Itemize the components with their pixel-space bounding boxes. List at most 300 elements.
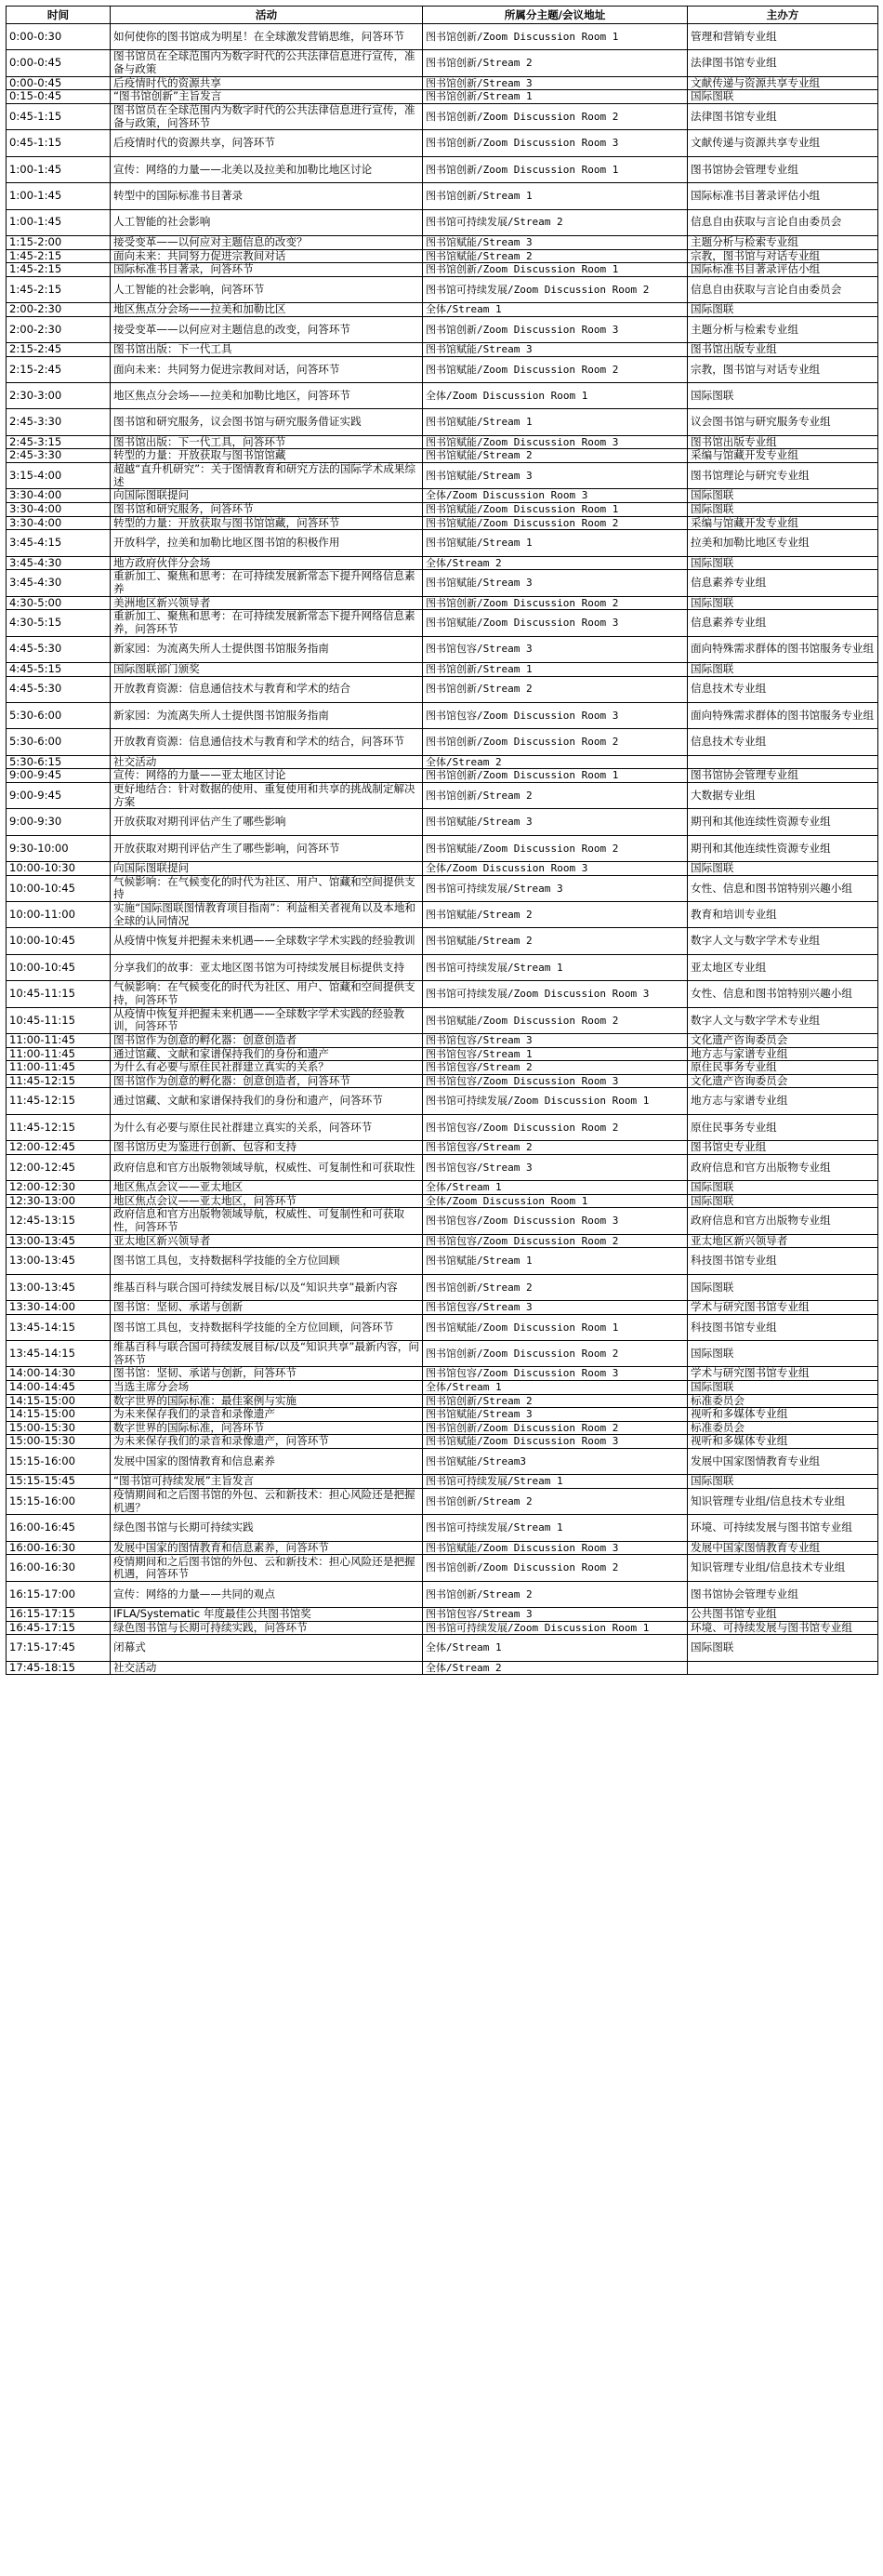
- table-row: [7, 1635, 878, 1661]
- time-cell: 11:00-11:45: [7, 1034, 111, 1048]
- organizer-cell: 主题分析与检索专业组: [688, 235, 878, 249]
- activity-cell: 气候影响：在气候变化的时代为社区、用户、馆藏和空间提供支持，问答环节: [111, 981, 423, 1007]
- activity-cell: 图书馆和研究服务，议会图书馆与研究服务借证实践: [111, 409, 423, 435]
- time-cell: 3:45-4:15: [7, 530, 111, 556]
- table-row: [7, 449, 878, 463]
- activity-cell: 闭幕式: [111, 1635, 423, 1661]
- activity-cell: 图书馆员在全球范围内为数字时代的公共法律信息进行宣传，准备与政策: [111, 50, 423, 76]
- organizer-cell: 管理和营销专业组: [688, 24, 878, 50]
- organizer-cell: 数字人文与数字学术专业组: [688, 1007, 878, 1033]
- table-row: [7, 570, 878, 596]
- organizer-cell: 国际图联: [688, 596, 878, 610]
- theme-venue-cell: 全体/Zoom Discussion Room 3: [423, 862, 688, 876]
- organizer-cell: 国际图联: [688, 503, 878, 517]
- table-row: [7, 1154, 878, 1180]
- time-cell: 14:15-15:00: [7, 1394, 111, 1408]
- theme-venue-cell: 图书馆可持续发展/Stream 3: [423, 875, 688, 901]
- table-row: [7, 489, 878, 503]
- theme-venue-cell: 图书馆可持续发展/Zoom Discussion Room 2: [423, 276, 688, 302]
- theme-venue-cell: 图书馆可持续发展/Stream 1: [423, 954, 688, 980]
- activity-cell: 美洲地区新兴领导者: [111, 596, 423, 610]
- activity-cell: 图书馆工具包，支持数据科学技能的全方位回顾: [111, 1248, 423, 1274]
- table-row: [7, 263, 878, 277]
- time-cell: 16:00-16:30: [7, 1541, 111, 1555]
- table-row: [7, 1581, 878, 1607]
- table-row: [7, 1274, 878, 1300]
- activity-cell: “图书馆创新”主旨发言: [111, 90, 423, 104]
- time-cell: 4:30-5:00: [7, 596, 111, 610]
- activity-cell: 转型的力量：开放获取与图书馆馆藏: [111, 449, 423, 463]
- time-cell: 16:15-17:15: [7, 1608, 111, 1622]
- theme-venue-cell: 全体/Zoom Discussion Room 1: [423, 1194, 688, 1208]
- table-row: [7, 383, 878, 409]
- time-cell: 13:00-13:45: [7, 1234, 111, 1248]
- organizer-cell: 图书馆史专业组: [688, 1141, 878, 1155]
- time-cell: 3:30-4:00: [7, 516, 111, 530]
- activity-cell: 政府信息和官方出版物领域导航，权威性、可复制性和可获取性: [111, 1154, 423, 1180]
- activity-cell: 接受变革——以何应对主题信息的改变？: [111, 235, 423, 249]
- organizer-cell: 主题分析与检索专业组: [688, 316, 878, 342]
- theme-venue-cell: 图书馆创新/Zoom Discussion Room 3: [423, 316, 688, 342]
- theme-venue-cell: 图书馆创新/Zoom Discussion Room 3: [423, 130, 688, 156]
- theme-venue-cell: 图书馆赋能/Zoom Discussion Room 2: [423, 516, 688, 530]
- time-cell: 9:00-9:45: [7, 782, 111, 808]
- header-activity: 活动: [111, 7, 423, 24]
- organizer-cell: 教育和培训专业组: [688, 902, 878, 928]
- organizer-cell: 政府信息和官方出版物专业组: [688, 1154, 878, 1180]
- theme-venue-cell: 图书馆赋能/Stream 3: [423, 809, 688, 835]
- table-row: [7, 1555, 878, 1581]
- theme-venue-cell: 图书馆赋能/Zoom Discussion Room 3: [423, 610, 688, 636]
- activity-cell: 维基百科与联合国可持续发展目标/以及“知识共享”最新内容，问答环节: [111, 1341, 423, 1367]
- theme-venue-cell: 全体/Zoom Discussion Room 3: [423, 489, 688, 503]
- activity-cell: 图书馆：坚韧、承诺与创新: [111, 1301, 423, 1315]
- header-time: 时间: [7, 7, 111, 24]
- time-cell: 2:30-3:00: [7, 383, 111, 409]
- organizer-cell: 地方志与家谱专业组: [688, 1047, 878, 1061]
- time-cell: 4:45-5:15: [7, 662, 111, 676]
- activity-cell: 转型中的国际标准书目著录: [111, 183, 423, 209]
- theme-venue-cell: 图书馆创新/Stream 2: [423, 1489, 688, 1515]
- time-cell: 0:45-1:15: [7, 103, 111, 129]
- activity-cell: 宣传：网络的力量——亚太地区讨论: [111, 769, 423, 783]
- theme-venue-cell: 图书馆创新/Zoom Discussion Room 2: [423, 1555, 688, 1581]
- organizer-cell: 学术与研究图书馆专业组: [688, 1301, 878, 1315]
- organizer-cell: 议会图书馆与研究服务专业组: [688, 409, 878, 435]
- time-cell: 15:00-15:30: [7, 1435, 111, 1449]
- time-cell: 11:45-12:15: [7, 1114, 111, 1140]
- organizer-cell: 知识管理专业组/信息技术专业组: [688, 1555, 878, 1581]
- theme-venue-cell: 全体/Stream 1: [423, 303, 688, 317]
- activity-cell: 后疫情时代的资源共享: [111, 76, 423, 90]
- table-row: [7, 316, 878, 342]
- time-cell: 12:45-13:15: [7, 1208, 111, 1234]
- organizer-cell: 信息素养专业组: [688, 570, 878, 596]
- theme-venue-cell: 图书馆赋能/Stream 1: [423, 1248, 688, 1274]
- time-cell: 16:15-17:00: [7, 1581, 111, 1607]
- organizer-cell: 政府信息和官方出版物专业组: [688, 1208, 878, 1234]
- time-cell: 13:00-13:45: [7, 1248, 111, 1274]
- organizer-cell: 国际图联: [688, 862, 878, 876]
- table-row: [7, 862, 878, 876]
- activity-cell: 接受变革——以何应对主题信息的改变，问答环节: [111, 316, 423, 342]
- organizer-cell: 期刊和其他连续性资源专业组: [688, 809, 878, 835]
- activity-cell: 数字世界的国际标准：最佳案例与实施: [111, 1394, 423, 1408]
- theme-venue-cell: 全体/Stream 2: [423, 755, 688, 769]
- activity-cell: 更好地结合：针对数据的使用、重复使用和共享的挑战制定解决方案: [111, 782, 423, 808]
- table-row: [7, 1314, 878, 1340]
- time-cell: 12:00-12:30: [7, 1181, 111, 1195]
- activity-cell: 开放获取对期刊评估产生了哪些影响，问答环节: [111, 835, 423, 861]
- organizer-cell: 学术与研究图书馆专业组: [688, 1367, 878, 1381]
- table-row: [7, 249, 878, 263]
- organizer-cell: 宗教，图书馆与对话专业组: [688, 356, 878, 382]
- organizer-cell: 发展中国家图情教育专业组: [688, 1541, 878, 1555]
- activity-cell: 转型的力量：开放获取与图书馆馆藏，问答环节: [111, 516, 423, 530]
- activity-cell: 人工智能的社会影响: [111, 209, 423, 235]
- organizer-cell: 国际图联: [688, 1381, 878, 1395]
- theme-venue-cell: 图书馆创新/Stream 2: [423, 50, 688, 76]
- activity-cell: 图书馆：坚韧、承诺与创新，问答环节: [111, 1367, 423, 1381]
- activity-cell: 开放教育资源：信息通信技术与教育和学术的结合，问答环节: [111, 729, 423, 755]
- organizer-cell: 文化遗产咨询委员会: [688, 1074, 878, 1088]
- organizer-cell: [688, 1661, 878, 1675]
- activity-cell: 地区焦点分会场——拉美和加勒比区: [111, 303, 423, 317]
- time-cell: 0:00-0:45: [7, 76, 111, 90]
- organizer-cell: 拉美和加勒比地区专业组: [688, 530, 878, 556]
- organizer-cell: 宗教，图书馆与对话专业组: [688, 249, 878, 263]
- organizer-cell: 法律图书馆专业组: [688, 103, 878, 129]
- table-row: [7, 209, 878, 235]
- theme-venue-cell: 图书馆包容/Zoom Discussion Room 3: [423, 702, 688, 728]
- table-row: [7, 463, 878, 489]
- theme-venue-cell: 图书馆赋能/Stream 1: [423, 530, 688, 556]
- theme-venue-cell: 全体/Stream 2: [423, 1661, 688, 1675]
- activity-cell: 面向未来：共同努力促进宗教间对话: [111, 249, 423, 263]
- activity-cell: 通过馆藏、文献和家谱保持我们的身份和遗产: [111, 1047, 423, 1061]
- time-cell: 5:30-6:15: [7, 755, 111, 769]
- theme-venue-cell: 图书馆包容/Zoom Discussion Room 3: [423, 1074, 688, 1088]
- theme-venue-cell: 图书馆赋能/Zoom Discussion Room 3: [423, 1541, 688, 1555]
- time-cell: 3:15-4:00: [7, 463, 111, 489]
- activity-cell: 当选主席分会场: [111, 1381, 423, 1395]
- time-cell: 1:45-2:15: [7, 249, 111, 263]
- activity-cell: 数字世界的国际标准，问答环节: [111, 1421, 423, 1435]
- activity-cell: IFLA/Systematic 年度最佳公共图书馆奖: [111, 1608, 423, 1622]
- activity-cell: 发展中国家的图情教育和信息素养，问答环节: [111, 1541, 423, 1555]
- activity-cell: 向国际图联提问: [111, 489, 423, 503]
- theme-venue-cell: 图书馆创新/Zoom Discussion Room 2: [423, 1341, 688, 1367]
- table-row: [7, 1541, 878, 1555]
- theme-venue-cell: 图书馆创新/Stream 1: [423, 183, 688, 209]
- activity-cell: 地区焦点分会场——拉美和加勒比地区，问答环节: [111, 383, 423, 409]
- theme-venue-cell: 图书馆包容/Zoom Discussion Room 2: [423, 1234, 688, 1248]
- time-cell: 2:45-3:30: [7, 409, 111, 435]
- time-cell: 4:45-5:30: [7, 676, 111, 702]
- theme-venue-cell: 图书馆赋能/Stream 3: [423, 235, 688, 249]
- activity-cell: 开放获取对期刊评估产生了哪些影响: [111, 809, 423, 835]
- activity-cell: 地方政府伙伴分会场: [111, 556, 423, 570]
- table-row: [7, 1114, 878, 1140]
- table-row: [7, 1435, 878, 1449]
- table-row: [7, 981, 878, 1007]
- time-cell: 17:15-17:45: [7, 1635, 111, 1661]
- table-row: [7, 303, 878, 317]
- table-row: [7, 435, 878, 449]
- time-cell: 14:15-15:00: [7, 1408, 111, 1422]
- time-cell: 1:15-2:00: [7, 235, 111, 249]
- theme-venue-cell: 图书馆包容/Zoom Discussion Room 2: [423, 1114, 688, 1140]
- activity-cell: 向国际图联提问: [111, 862, 423, 876]
- organizer-cell: 采编与馆藏开发专业组: [688, 516, 878, 530]
- organizer-cell: 环境、可持续发展与图书馆专业组: [688, 1621, 878, 1635]
- time-cell: 0:00-0:30: [7, 24, 111, 50]
- organizer-cell: 信息技术专业组: [688, 729, 878, 755]
- theme-venue-cell: 图书馆包容/Stream 3: [423, 1034, 688, 1048]
- header-row: [7, 7, 878, 24]
- table-row: [7, 769, 878, 783]
- theme-venue-cell: 图书馆包容/Stream 1: [423, 1047, 688, 1061]
- theme-venue-cell: 全体/Zoom Discussion Room 1: [423, 383, 688, 409]
- table-row: [7, 90, 878, 104]
- theme-venue-cell: 图书馆赋能/Stream 1: [423, 409, 688, 435]
- table-row: [7, 103, 878, 129]
- table-row: [7, 662, 878, 676]
- time-cell: 10:00-10:45: [7, 928, 111, 954]
- theme-venue-cell: 图书馆赋能/Zoom Discussion Room 3: [423, 435, 688, 449]
- time-cell: 5:30-6:00: [7, 729, 111, 755]
- theme-venue-cell: 图书馆包容/Stream 3: [423, 636, 688, 662]
- time-cell: 17:45-18:15: [7, 1661, 111, 1675]
- activity-cell: 亚太地区新兴领导者: [111, 1234, 423, 1248]
- activity-cell: 新家园：为流离失所人士提供图书馆服务指南: [111, 636, 423, 662]
- table-row: [7, 902, 878, 928]
- theme-venue-cell: 图书馆创新/Stream 1: [423, 90, 688, 104]
- theme-venue-cell: 全体/Stream 1: [423, 1635, 688, 1661]
- table-row: [7, 1181, 878, 1195]
- time-cell: 3:45-4:30: [7, 570, 111, 596]
- table-row: [7, 1661, 878, 1675]
- table-row: [7, 1475, 878, 1489]
- time-cell: 11:00-11:45: [7, 1047, 111, 1061]
- organizer-cell: 亚太地区专业组: [688, 954, 878, 980]
- time-cell: 15:15-16:00: [7, 1449, 111, 1475]
- organizer-cell: 文献传递与资源共享专业组: [688, 130, 878, 156]
- organizer-cell: 国际图联: [688, 1341, 878, 1367]
- time-cell: 1:00-1:45: [7, 183, 111, 209]
- table-row: [7, 1408, 878, 1422]
- table-row: [7, 356, 878, 382]
- theme-venue-cell: 图书馆赋能/Stream3: [423, 1449, 688, 1475]
- table-row: [7, 676, 878, 702]
- theme-venue-cell: 图书馆赋能/Stream 3: [423, 343, 688, 357]
- organizer-cell: 国际图联: [688, 1274, 878, 1300]
- table-row: [7, 24, 878, 50]
- activity-cell: 为什么有必要与原住民社群建立真实的关系？: [111, 1061, 423, 1075]
- activity-cell: 疫情期间和之后图书馆的外包、云和新技术：担心风险还是把握机遇？: [111, 1489, 423, 1515]
- organizer-cell: 环境、可持续发展与图书馆专业组: [688, 1515, 878, 1541]
- table-row: [7, 835, 878, 861]
- activity-cell: 宣传：网络的力量——北美以及拉美和加勒比地区讨论: [111, 156, 423, 182]
- organizer-cell: 国际图联: [688, 662, 878, 676]
- table-row: [7, 235, 878, 249]
- activity-cell: “图书馆可持续发展”主旨发言: [111, 1475, 423, 1489]
- activity-cell: 地区焦点会议——亚太地区，问答环节: [111, 1194, 423, 1208]
- theme-venue-cell: 全体/Stream 1: [423, 1381, 688, 1395]
- table-row: [7, 1608, 878, 1622]
- time-cell: 10:45-11:15: [7, 1007, 111, 1033]
- table-row: [7, 1341, 878, 1367]
- activity-cell: 超越“直升机研究”：关于图情教育和研究方法的国际学术成果综述: [111, 463, 423, 489]
- organizer-cell: [688, 755, 878, 769]
- theme-venue-cell: 图书馆包容/Zoom Discussion Room 3: [423, 1208, 688, 1234]
- table-row: [7, 702, 878, 728]
- theme-venue-cell: 图书馆可持续发展/Zoom Discussion Room 3: [423, 981, 688, 1007]
- activity-cell: 发展中国家的图情教育和信息素养: [111, 1449, 423, 1475]
- table-row: [7, 556, 878, 570]
- time-cell: 2:00-2:30: [7, 303, 111, 317]
- table-row: [7, 809, 878, 835]
- organizer-cell: 文献传递与资源共享专业组: [688, 76, 878, 90]
- table-row: [7, 1421, 878, 1435]
- activity-cell: 地区焦点会议——亚太地区: [111, 1181, 423, 1195]
- time-cell: 4:30-5:15: [7, 610, 111, 636]
- organizer-cell: 图书馆出版专业组: [688, 435, 878, 449]
- time-cell: 10:00-10:45: [7, 954, 111, 980]
- theme-venue-cell: 图书馆赋能/Stream 3: [423, 1408, 688, 1422]
- time-cell: 10:45-11:15: [7, 981, 111, 1007]
- table-row: [7, 636, 878, 662]
- activity-cell: 图书馆作为创意的孵化器：创意创造者: [111, 1034, 423, 1048]
- activity-cell: 开放教育资源：信息通信技术与教育和学术的结合: [111, 676, 423, 702]
- time-cell: 14:00-14:30: [7, 1367, 111, 1381]
- time-cell: 0:15-0:45: [7, 90, 111, 104]
- table-row: [7, 76, 878, 90]
- theme-venue-cell: 图书馆赋能/Zoom Discussion Room 2: [423, 835, 688, 861]
- organizer-cell: 数字人文与数字学术专业组: [688, 928, 878, 954]
- organizer-cell: 国际标准书目著录评估小组: [688, 263, 878, 277]
- theme-venue-cell: 图书馆创新/Zoom Discussion Room 2: [423, 729, 688, 755]
- theme-venue-cell: 图书馆赋能/Stream 2: [423, 902, 688, 928]
- activity-cell: 从疫情中恢复并把握未来机遇——全球数字学术实践的经验教训，问答环节: [111, 1007, 423, 1033]
- organizer-cell: 信息自由获取与言论自由委员会: [688, 209, 878, 235]
- table-row: [7, 1088, 878, 1114]
- activity-cell: 通过馆藏、文献和家谱保持我们的身份和遗产，问答环节: [111, 1088, 423, 1114]
- table-row: [7, 156, 878, 182]
- theme-venue-cell: 图书馆赋能/Zoom Discussion Room 1: [423, 503, 688, 517]
- table-row: [7, 1194, 878, 1208]
- theme-venue-cell: 图书馆可持续发展/Zoom Discussion Room 1: [423, 1621, 688, 1635]
- organizer-cell: 文化遗产咨询委员会: [688, 1034, 878, 1048]
- table-row: [7, 1381, 878, 1395]
- table-row: [7, 409, 878, 435]
- table-row: [7, 1061, 878, 1075]
- time-cell: 10:00-11:00: [7, 902, 111, 928]
- time-cell: 3:30-4:00: [7, 503, 111, 517]
- table-row: [7, 1007, 878, 1033]
- time-cell: 0:45-1:15: [7, 130, 111, 156]
- theme-venue-cell: 图书馆创新/Zoom Discussion Room 1: [423, 156, 688, 182]
- table-row: [7, 1234, 878, 1248]
- theme-venue-cell: 图书馆创新/Zoom Discussion Room 2: [423, 103, 688, 129]
- theme-venue-cell: 图书馆包容/Stream 3: [423, 1608, 688, 1622]
- activity-cell: 疫情期间和之后图书馆的外包、云和新技术：担心风险还是把握机遇，问答环节: [111, 1555, 423, 1581]
- time-cell: 12:30-13:00: [7, 1194, 111, 1208]
- header-organizer: 主办方: [688, 7, 878, 24]
- organizer-cell: 科技图书馆专业组: [688, 1314, 878, 1340]
- table-row: [7, 729, 878, 755]
- theme-venue-cell: 图书馆赋能/Stream 2: [423, 249, 688, 263]
- organizer-cell: 地方志与家谱专业组: [688, 1088, 878, 1114]
- organizer-cell: 国际图联: [688, 1635, 878, 1661]
- table-row: [7, 1248, 878, 1274]
- organizer-cell: 面向特殊需求群体的图书馆服务专业组: [688, 636, 878, 662]
- time-cell: 13:30-14:00: [7, 1301, 111, 1315]
- theme-venue-cell: 图书馆赋能/Zoom Discussion Room 2: [423, 356, 688, 382]
- time-cell: 2:15-2:45: [7, 356, 111, 382]
- activity-cell: 图书馆历史为鉴进行创新、包容和支持: [111, 1141, 423, 1155]
- table-row: [7, 1489, 878, 1515]
- time-cell: 5:30-6:00: [7, 702, 111, 728]
- theme-venue-cell: 图书馆创新/Zoom Discussion Room 1: [423, 769, 688, 783]
- activity-cell: 为未来保存我们的录音和录像遗产: [111, 1408, 423, 1422]
- activity-cell: 国际标准书目著录，问答环节: [111, 263, 423, 277]
- organizer-cell: 标准委员会: [688, 1421, 878, 1435]
- activity-cell: 图书馆和研究服务，问答环节: [111, 503, 423, 517]
- organizer-cell: 标准委员会: [688, 1394, 878, 1408]
- organizer-cell: 视听和多媒体专业组: [688, 1408, 878, 1422]
- activity-cell: 社交活动: [111, 755, 423, 769]
- organizer-cell: 信息自由获取与言论自由委员会: [688, 276, 878, 302]
- theme-venue-cell: 图书馆赋能/Stream 2: [423, 449, 688, 463]
- time-cell: 11:45-12:15: [7, 1074, 111, 1088]
- activity-cell: 气候影响：在气候变化的时代为社区、用户、馆藏和空间提供支持: [111, 875, 423, 901]
- organizer-cell: 女性、信息和图书馆特别兴趣小组: [688, 981, 878, 1007]
- organizer-cell: 科技图书馆专业组: [688, 1248, 878, 1274]
- time-cell: 9:30-10:00: [7, 835, 111, 861]
- activity-cell: 绿色图书馆与长期可持续实践: [111, 1515, 423, 1541]
- theme-venue-cell: 图书馆包容/Stream 2: [423, 1061, 688, 1075]
- theme-venue-cell: 图书馆可持续发展/Stream 2: [423, 209, 688, 235]
- activity-cell: 面向未来：共同努力促进宗教间对话，问答环节: [111, 356, 423, 382]
- activity-cell: 国际图联部门颁奖: [111, 662, 423, 676]
- table-row: [7, 1047, 878, 1061]
- theme-venue-cell: 图书馆创新/Stream 3: [423, 76, 688, 90]
- organizer-cell: 图书馆协会管理专业组: [688, 769, 878, 783]
- time-cell: 14:00-14:45: [7, 1381, 111, 1395]
- activity-cell: 为未来保存我们的录音和录像遗产，问答环节: [111, 1435, 423, 1449]
- theme-venue-cell: 图书馆赋能/Stream 3: [423, 463, 688, 489]
- table-row: [7, 530, 878, 556]
- table-row: [7, 343, 878, 357]
- theme-venue-cell: 图书馆包容/Stream 2: [423, 1141, 688, 1155]
- table-row: [7, 1449, 878, 1475]
- activity-cell: 图书馆作为创意的孵化器：创意创造者，问答环节: [111, 1074, 423, 1088]
- organizer-cell: 原住民事务专业组: [688, 1061, 878, 1075]
- activity-cell: 图书馆出版：下一代工具，问答环节: [111, 435, 423, 449]
- organizer-cell: 信息技术专业组: [688, 676, 878, 702]
- table-row: [7, 1621, 878, 1635]
- table-row: [7, 50, 878, 76]
- activity-cell: 政府信息和官方出版物领域导航，权威性、可复制性和可获取性，问答环节: [111, 1208, 423, 1234]
- activity-cell: 图书馆员在全球范围内为数字时代的公共法律信息进行宣传，准备与政策，问答环节: [111, 103, 423, 129]
- activity-cell: 重新加工、聚焦和思考：在可持续发展新常态下提升网络信息素养: [111, 570, 423, 596]
- theme-venue-cell: 图书馆创新/Zoom Discussion Room 2: [423, 596, 688, 610]
- table-row: [7, 1394, 878, 1408]
- organizer-cell: 图书馆理论与研究专业组: [688, 463, 878, 489]
- table-row: [7, 875, 878, 901]
- theme-venue-cell: 图书馆创新/Stream 2: [423, 1274, 688, 1300]
